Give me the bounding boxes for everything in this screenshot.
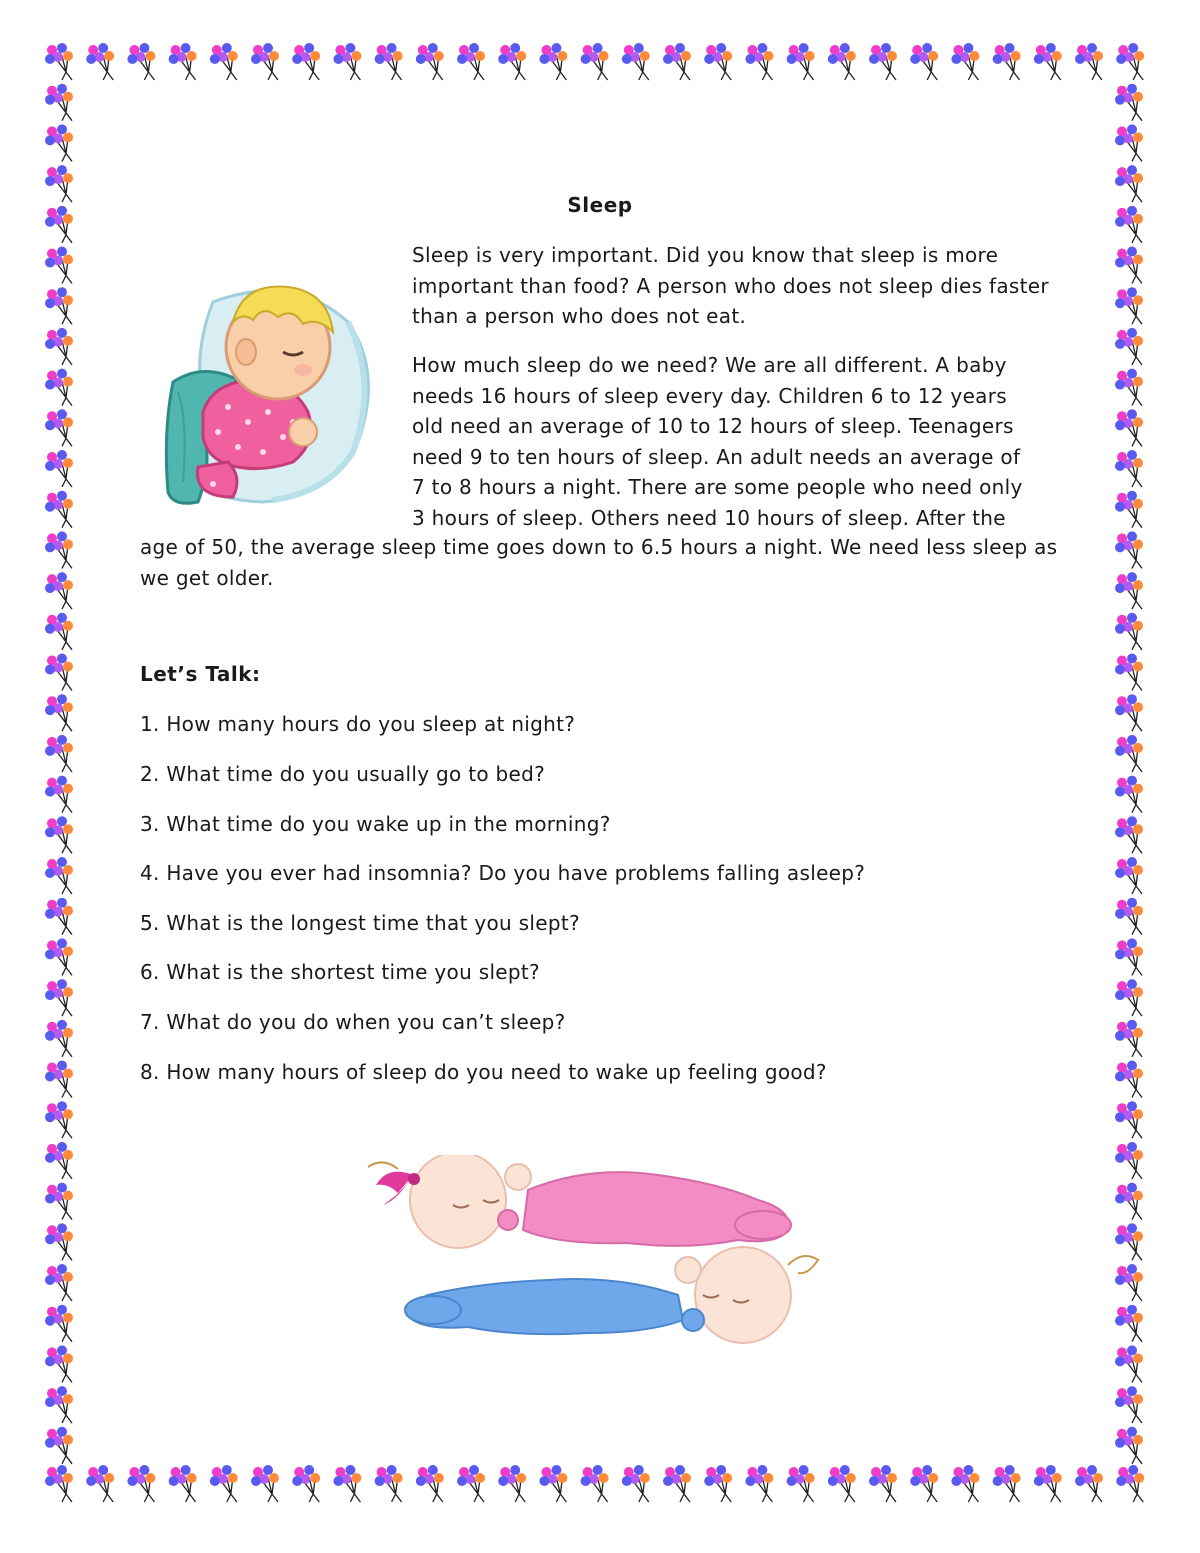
balloon-icon	[45, 369, 73, 406]
balloon-icon	[375, 1465, 403, 1502]
balloon-icon	[45, 409, 73, 446]
balloon-icon	[45, 1427, 73, 1464]
balloon-icon	[663, 1465, 691, 1502]
balloon-icon	[622, 43, 650, 80]
balloon-icon	[333, 43, 361, 80]
sleeping-baby-illustration	[143, 262, 383, 512]
balloon-icon	[1115, 816, 1143, 853]
balloon-icon	[910, 43, 938, 80]
balloon-icon	[787, 1465, 815, 1502]
balloon-icon	[45, 572, 73, 609]
balloon-icon	[828, 1465, 856, 1502]
balloon-icon	[1115, 1223, 1143, 1260]
balloon-icon	[457, 43, 485, 80]
balloon-icon	[45, 531, 73, 568]
balloon-icon	[581, 43, 609, 80]
body-line: How much sleep do we need? We are all different. A baby	[412, 353, 1007, 377]
balloon-icon	[86, 43, 114, 80]
balloon-icon	[951, 1465, 979, 1502]
balloon-icon	[1075, 1465, 1103, 1502]
balloon-icon	[1075, 43, 1103, 80]
body-line: need 9 to ten hours of sleep. An adult needs an average of	[412, 444, 1021, 469]
balloon-icon	[416, 43, 444, 80]
balloon-icon	[1115, 857, 1143, 894]
balloon-icon	[45, 287, 73, 324]
balloon-icon	[45, 1183, 73, 1220]
balloon-icon	[1115, 1142, 1143, 1179]
balloon-icon	[1116, 1465, 1144, 1502]
question-item: 7. What do you do when you can’t sleep?	[140, 1010, 566, 1034]
balloon-icon	[539, 43, 567, 80]
balloon-icon	[1034, 1465, 1062, 1502]
balloon-icon	[1115, 1264, 1143, 1301]
balloon-icon	[1115, 328, 1143, 365]
balloon-icon	[787, 43, 815, 80]
balloon-icon	[745, 1465, 773, 1502]
balloon-icon	[292, 1465, 320, 1502]
lets-talk-heading: Let’s Talk:	[140, 662, 261, 686]
balloon-icon	[1115, 247, 1143, 284]
balloon-icon	[127, 43, 155, 80]
question-item: 8. How many hours of sleep do you need to wake up feeling good?	[140, 1060, 827, 1084]
balloon-icon	[45, 491, 73, 528]
balloon-icon	[251, 43, 279, 80]
balloon-icon	[1115, 369, 1143, 406]
balloon-icon	[45, 654, 73, 691]
balloon-icon	[1115, 531, 1143, 568]
balloon-icon	[45, 1223, 73, 1260]
balloon-icon	[457, 1465, 485, 1502]
body-line: 7 to 8 hours a night. There are some people who need only	[412, 475, 1023, 499]
balloon-icon	[45, 247, 73, 284]
balloon-icon	[1115, 1305, 1143, 1342]
balloon-icon	[45, 1061, 73, 1098]
question-item: 3. What time do you wake up in the morning?	[140, 812, 611, 836]
body-line: 3 hours of sleep. Others need 10 hours of sleep. After the	[412, 505, 1006, 530]
balloon-icon	[1115, 287, 1143, 324]
balloon-icon	[45, 328, 73, 365]
balloon-icon	[1115, 1183, 1143, 1220]
question-item: 1. How many hours do you sleep at night?	[140, 712, 576, 736]
balloon-icon	[1115, 84, 1143, 121]
balloon-icon	[45, 979, 73, 1016]
balloon-icon	[1115, 491, 1143, 528]
balloon-icon	[45, 857, 73, 894]
balloon-icon	[45, 450, 73, 487]
pink-baby	[368, 1155, 791, 1248]
balloon-icon	[45, 816, 73, 853]
body-line: needs 16 hours of sleep every day. Children 6 to 12 years	[412, 383, 1007, 408]
balloon-icon	[1115, 1345, 1143, 1382]
balloon-icon	[498, 1465, 526, 1502]
balloon-icon	[1116, 43, 1144, 80]
page-title: Sleep	[567, 193, 633, 217]
question-item: 5. What is the longest time that you slept?	[140, 911, 580, 935]
balloon-icon	[169, 1465, 197, 1502]
balloon-icon	[45, 1386, 73, 1423]
balloon-icon	[1115, 409, 1143, 446]
balloon-icon	[1115, 1101, 1143, 1138]
balloon-icon	[1115, 938, 1143, 975]
balloon-icon	[210, 43, 238, 80]
blue-baby	[405, 1247, 818, 1343]
balloon-icon	[86, 1465, 114, 1502]
balloon-icon	[1034, 43, 1062, 80]
balloon-icon	[45, 1345, 73, 1382]
balloon-icon	[663, 43, 691, 80]
balloon-icon	[45, 776, 73, 813]
balloon-icon	[622, 1465, 650, 1502]
balloon-icon	[910, 1465, 938, 1502]
balloon-icon	[1115, 1020, 1143, 1057]
balloon-icon	[45, 1142, 73, 1179]
body-line: old need an average of 10 to 12 hours of sleep. Teenagers	[412, 414, 1014, 438]
balloon-icon	[45, 938, 73, 975]
balloon-icon	[745, 43, 773, 80]
sleeping-twins-illustration	[358, 1155, 843, 1355]
balloon-icon	[1115, 1427, 1143, 1464]
balloon-icon	[993, 43, 1021, 80]
balloon-icon	[1115, 898, 1143, 935]
balloon-icon	[45, 124, 73, 161]
balloon-icon	[45, 735, 73, 772]
balloon-icon	[1115, 735, 1143, 772]
balloon-icon	[993, 1465, 1021, 1502]
balloon-icon	[869, 43, 897, 80]
balloon-icon	[292, 43, 320, 80]
balloon-icon	[1115, 450, 1143, 487]
balloon-icon	[1115, 654, 1143, 691]
balloon-icon	[1115, 694, 1143, 731]
balloon-icon	[704, 1465, 732, 1502]
balloon-icon	[704, 43, 732, 80]
balloon-icon	[1115, 613, 1143, 650]
balloon-icon	[1115, 124, 1143, 161]
balloon-icon	[1115, 572, 1143, 609]
balloon-icon	[1115, 1386, 1143, 1423]
balloon-icon	[1115, 1061, 1143, 1098]
balloon-icon	[169, 43, 197, 80]
balloon-icon	[45, 1020, 73, 1057]
balloon-icon	[539, 1465, 567, 1502]
balloon-icon	[828, 43, 856, 80]
balloon-icon	[375, 43, 403, 80]
balloon-icon	[127, 1465, 155, 1502]
balloon-icon	[333, 1465, 361, 1502]
balloon-icon	[45, 1101, 73, 1138]
balloon-icon	[45, 1264, 73, 1301]
question-item: 4. Have you ever had insomnia? Do you have problems falling asleep?	[140, 861, 866, 885]
balloon-icon	[251, 1465, 279, 1502]
balloon-icon	[581, 1465, 609, 1502]
body-paragraph-continued: age of 50, the average sleep time goes down to 6.5 hours a night. We need less sleep as we get older.	[140, 535, 1058, 590]
balloon-icon	[45, 1305, 73, 1342]
question-item: 2. What time do you usually go to bed?	[140, 762, 546, 786]
balloon-icon	[951, 43, 979, 80]
balloon-icon	[416, 1465, 444, 1502]
balloon-icon	[210, 1465, 238, 1502]
body-paragraph	[412, 350, 1072, 533]
balloon-icon	[1115, 979, 1143, 1016]
balloon-icon	[45, 84, 73, 121]
intro-paragraph: Sleep is very important. Did you know that sleep is more important than food? A person who does not sleep dies faster than a person who does not eat.	[412, 243, 1049, 328]
balloon-icon	[498, 43, 526, 80]
balloon-icon	[45, 694, 73, 731]
question-item: 6. What is the shortest time you slept?	[140, 960, 540, 984]
balloon-icon	[45, 1465, 73, 1502]
balloon-icon	[1115, 776, 1143, 813]
balloon-icon	[45, 43, 73, 80]
balloon-icon	[45, 613, 73, 650]
balloon-icon	[45, 898, 73, 935]
balloon-icon	[869, 1465, 897, 1502]
